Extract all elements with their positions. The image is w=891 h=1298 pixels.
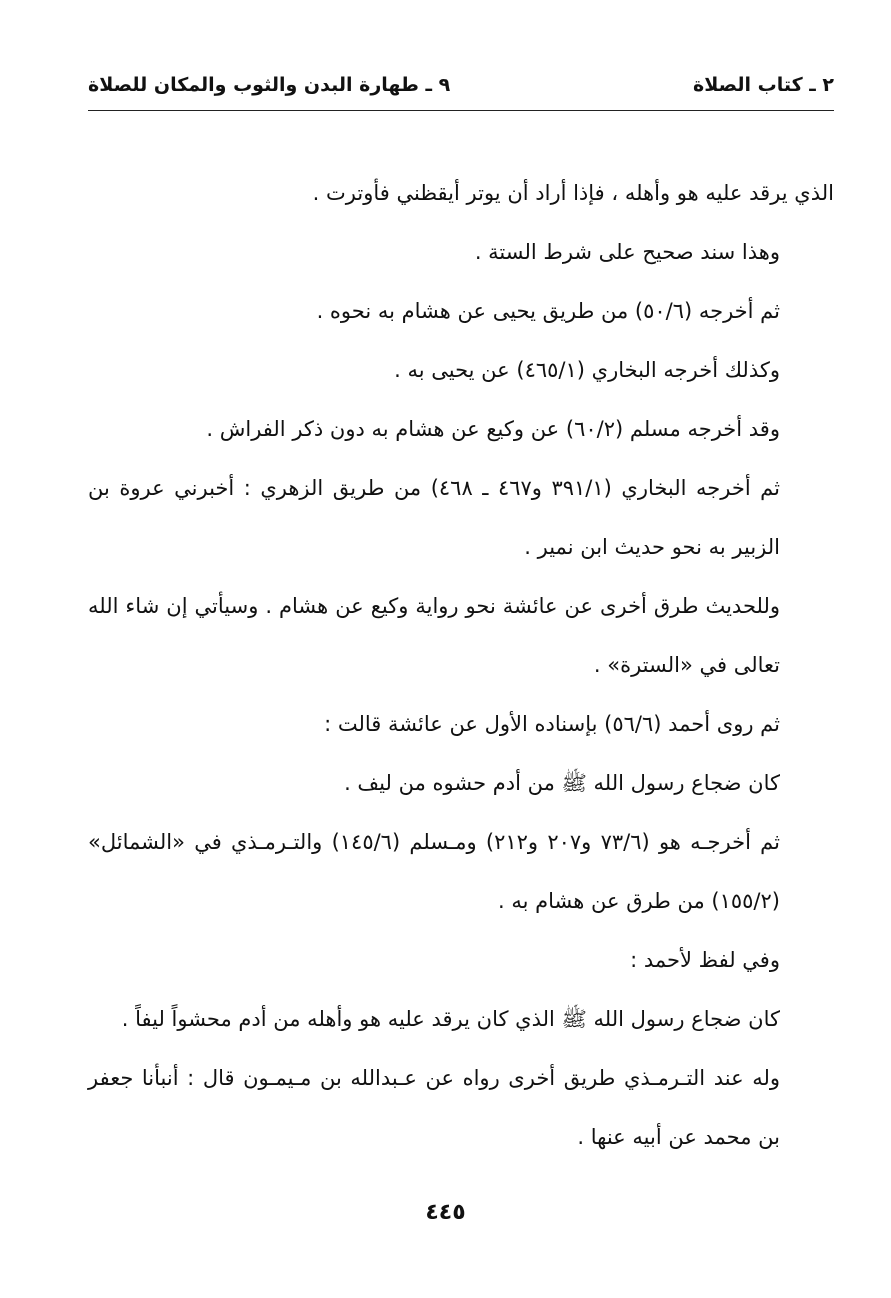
paragraph: وكذلك أخرجه البخاري (٤٦٥/١) عن يحيى به . [394,358,780,382]
section-title: ٩ ـ طهارة البدن والثوب والمكان للصلاة [88,74,451,96]
page-body [88,164,834,1167]
paragraph: وقد أخرجه مسلم (٦٠/٢) عن وكيع عن هشام به دون ذكر الفراش . [206,417,780,441]
header-divider [88,110,834,111]
paragraph: ثم أخرجه البخاري (٣٩١/١ و٤٦٧ ـ ٤٦٨) من طريق الزهري : أخبرني عروة بن الزبير به نحو حديث ابن نمير . [88,476,780,559]
paragraph: ثم أخرجـه هو (٧٣/٦ و٢٠٧ و٢١٢) ومـسلم (١٤٥/٦) والتـرمـذي في «الشمائل» (١٥٥/٢) من طرق عن هشام به . [88,830,780,913]
page-number: ٤٤٥ [425,1200,466,1225]
paragraph: كان ضجاع رسول الله ﷺ من أدم حشوه من ليف . [344,771,780,795]
paragraph: وللحديث طرق أخرى عن عائشة نحو رواية وكيع عن هشام . وسيأتي إن شاء الله تعالى في «السترة» . [88,594,780,677]
running-header [88,64,834,104]
paragraph: كان ضجاع رسول الله ﷺ الذي كان يرقد عليه هو وأهله من أدم محشواً ليفاً . [121,1007,780,1031]
chapter-title: ٢ ـ كتاب الصلاة [693,74,834,96]
paragraph: وهذا سند صحيح على شرط الستة . [474,240,780,264]
paragraph: الذي يرقد عليه هو وأهله ، فإذا أراد أن يوتر أيقظني فأوترت . [312,181,834,205]
paragraph: وله عند التـرمـذي طريق أخرى رواه عن عـبدالله بن مـيمـون قال : أنبأنا جعفر بن محمد عن أبيه عنها . [88,1066,780,1149]
paragraph: وفي لفظ لأحمد : [630,948,780,972]
paragraph: ثم روى أحمد (٥٦/٦) بإسناده الأول عن عائشة قالت : [324,712,780,736]
paragraph: ثم أخرجه (٥٠/٦) من طريق يحيى عن هشام به نحوه . [316,299,780,323]
